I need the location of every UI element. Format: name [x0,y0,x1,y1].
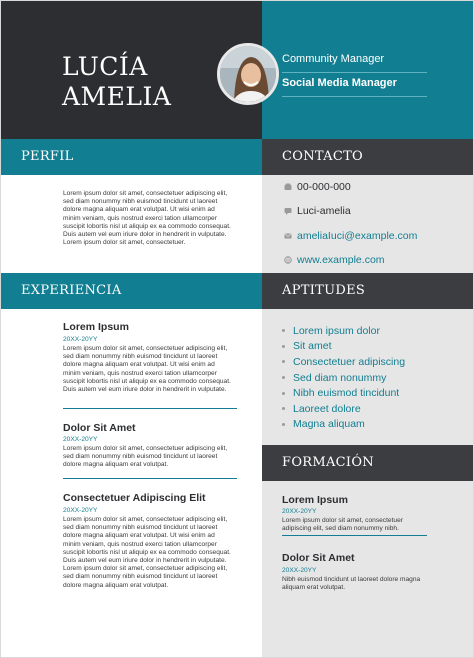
first-name: LUCÍA [62,52,148,81]
skill-item [282,401,405,417]
phone-number: 00-000-000 [297,181,351,193]
skill-item [282,339,405,355]
skill-label: Sit amet [293,340,332,353]
skill-label: Lorem ipsum dolor [293,324,380,337]
job-date: 20XX-20YY [63,436,98,443]
aptitudes-title: APTITUDES [282,283,366,298]
bullet-icon [282,423,285,426]
job-title: Dolor Sit Amet [63,422,136,434]
section-header-perfil [1,139,262,175]
envelope-icon [284,232,292,240]
job-title: Lorem Ipsum [63,321,129,333]
section-header-contacto [262,139,474,175]
role-community-manager: Community Manager [282,50,427,73]
skills-list [282,323,405,432]
education-title: Lorem Ipsum [282,494,348,506]
website-link[interactable]: www.example.com [297,254,385,266]
bullet-icon [282,329,285,332]
perfil-title: PERFIL [21,149,74,164]
skill-label: Magna aliquam [293,418,365,431]
globe-icon [284,256,292,264]
divider [63,408,237,409]
divider [63,478,237,479]
bullet-icon [282,376,285,379]
skill-label: Sed diam nonummy [293,371,387,384]
job-description: Lorem ipsum dolor sit amet, consectetuer adipiscing elit, sed diam nonummy nibh euismod tincidunt ut laoreet dolore magna aliquam erat volutpat. Ut wisi enim ad minim veniam, quis nostrud exerci tation ullamcorper suscipit lobortis nisl ut aliquip ex ea commodo consequat. Duis autem vel eum iriure dolor in hendrerit in vulputate. Lorem ipsum dolor sit amet, consectetuer adipiscing elit, sed diam nonummy nibh euismod tincidunt ut laoreet dolore magna aliquam erat volutpat. [63,516,231,589]
email-link[interactable]: ameliaIuci@example.com [297,230,418,242]
last-name: AMELIA [62,82,172,111]
education-date: 20XX-20YY [282,508,317,515]
job-title: Consectetuer Adipiscing Elit [63,492,206,504]
contact-phone [284,179,351,195]
education-date: 20XX-20YY [282,567,317,574]
education-description: Nibh euismod tincidunt ut laoreet dolore magna aliquam erat volutpat. [282,576,421,592]
contacto-title: CONTACTO [282,149,364,164]
job-description: Lorem ipsum dolor sit amet, consectetuer adipiscing elit, sed diam nonummy nibh euismod tincidunt ut laoreet dolore magna aliquam erat volutpat. [63,445,228,469]
bullet-icon [282,360,285,363]
section-header-aptitudes [262,273,474,309]
job-description: Lorem ipsum dolor sit amet, consectetuer adipiscing elit, sed diam nonummy nibh euismod tincidunt ut laoreet dolore magna aliquam erat volutpat. Ut wisi enim ad minim veniam, quis nostrud exerci tation ullamcorper suscipit lobortis nisl ut aliquip ex ea commodo consequat. Duis autem vel eum iriure dolor in hendrerit in vulputate. [63,345,231,394]
bullet-icon [282,345,285,348]
candidate-name [62,52,171,112]
section-header-experiencia [1,273,262,309]
skill-label: Consectetuer adipiscing [293,355,406,368]
experiencia-title: EXPERIENCIA [21,283,122,298]
skype-handle: Luci-amelia [297,205,351,217]
role-social-media-manager: Social Media Manager [282,74,427,97]
profile-photo [217,43,279,105]
divider [282,535,427,536]
perfil-text: Lorem ipsum dolor sit amet, consectetuer adipiscing elit, sed diam nonummy nibh euismod tincidunt ut laoreet dolore magna aliquam erat volutpat. Ut wisi enim ad minim veniam, quis nostrud exerci tation ullamcorper suscipit lobortis nisl ut aliquip ex ea commodo consequat. Duis autem vel eum iriure dolor in hendrerit in vulputate. Lorem ipsum dolor sit amet, consectetuer. [63,190,231,247]
section-header-formacion [262,445,474,481]
phone-icon [284,183,292,191]
job-date: 20XX-20YY [63,507,98,514]
education-title: Dolor Sit Amet [282,552,355,564]
skill-item [282,385,405,401]
chat-icon [284,207,292,215]
skill-item [282,323,405,339]
contact-email[interactable] [284,228,417,244]
contact-web[interactable] [284,252,385,268]
bullet-icon [282,407,285,410]
bullet-icon [282,392,285,395]
contact-skype [284,203,351,219]
education-description: Lorem ipsum dolor sit amet, consectetuer adipiscing elit, sed diam nonummy nibh. [282,517,403,533]
skill-label: Nibh euismod tincidunt [293,387,400,400]
job-date: 20XX-20YY [63,336,98,343]
formacion-title: FORMACIÓN [282,455,374,470]
skill-item [282,370,405,386]
skill-item [282,417,405,433]
skill-item [282,354,405,370]
skill-label: Laoreet dolore [293,402,361,415]
